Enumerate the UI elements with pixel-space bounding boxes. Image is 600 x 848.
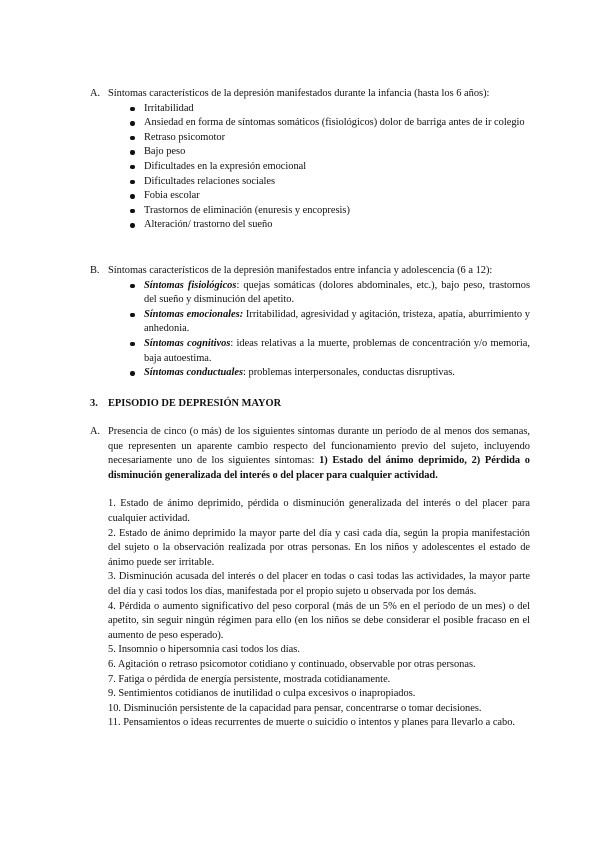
symptom-text: : quejas somáticas (dolores abdominales, etc.), bajo peso, trastornos del sueño y disminución del apetito. (144, 279, 530, 306)
symptom-term: Síntomas fisiológicos (144, 279, 237, 291)
section-a-title: Síntomas característicos de la depresión manifestados durante la infancia (hasta los 6 años): (108, 88, 490, 99)
section-b-title: Síntomas característicos de la depresión manifestados entre infancia y adolescencia (6 a 12): (108, 265, 493, 276)
list-item (126, 366, 530, 381)
list-item: Bajo peso (126, 145, 530, 160)
list-item (126, 337, 530, 366)
numbered-item: 6. Agitación o retraso psicomotor cotidiano y continuado, observable por otras personas. (108, 658, 476, 670)
numbered-item: 1. Estado de ánimo deprimido, pérdida o disminución generalizada del interés o del placer para cualquier actividad. (108, 498, 530, 524)
numbered-item: 3. Disminución acusada del interés o del placer en todas o casi todas las actividades, la mayor parte del día y casi todos los días, manifestada por el propio sujeto u observada por los demás. (108, 571, 530, 597)
section-b (90, 264, 530, 381)
bold-criterion-1: 1) Estado del ánimo deprimido (319, 455, 465, 467)
numbered-item: 4. Pérdida o aumento significativo del peso corporal (más de un 5% en el período de un mes) o del apetito, sin seguir ningún régimen para ello (en los niños se debe considerar el posible fracaso en el aumento de peso esperado). (108, 600, 530, 641)
heading-title: EPISODIO DE DEPRESIÓN MAYOR (108, 398, 282, 409)
numbered-item: 7. Fatiga o pérdida de energía persistente, mostrada cotidianamente. (108, 673, 391, 685)
symptom-term: Síntomas conductuales (144, 367, 244, 379)
section-b-label: B. (90, 265, 100, 276)
section-b-list (126, 279, 530, 381)
numbered-item: 10. Disminución persistente de la capacidad para pensar, concentrarse o tomar decisiones. (108, 702, 482, 714)
numbered-item: 5. Insomnio o hipersomnia casi todos los días. (108, 644, 300, 656)
symptom-text: Irritabilidad, agresividad y agitación, tristeza, apatía, aburrimiento y anhedonia. (144, 308, 530, 335)
section-heading (90, 397, 281, 412)
symptom-term: Síntomas emocionales: (144, 308, 244, 320)
bold-separator: , (464, 455, 472, 467)
section-a (90, 87, 530, 233)
numbered-item: 2. Estado de ánimo deprimido la mayor parte del día y casi cada día, según la propia manifestación del sujeto o la observación realizada por otras personas. En los niños y adolescentes el estado de ánimo puede ser irritable. (108, 527, 530, 568)
symptom-text: : problemas interpersonales, conductas disruptivas. (243, 367, 455, 379)
symptom-term: Síntomas cognitivos (144, 337, 231, 349)
section-a-list (126, 102, 530, 233)
list-item (126, 279, 530, 308)
list-item: Trastornos de eliminación (enuresis y encopresis) (126, 204, 530, 219)
list-item: Alteración/ trastorno del sueño (126, 218, 530, 233)
numbered-item: 9. Sentimientos cotidianos de inutilidad o culpa excesivos o inapropiados. (108, 688, 416, 700)
list-item (126, 308, 530, 337)
list-item: Dificultades en la expresión emocional (126, 160, 530, 175)
section-a-label: A. (90, 88, 101, 99)
list-item: Dificultades relaciones sociales (126, 175, 530, 190)
numbered-list (108, 497, 530, 731)
bold-criterion-2: 2) Pérdida o disminución generalizada del interés o del placer para cualquier actividad. (108, 455, 530, 481)
symptom-text: : ideas relativas a la muerte, problemas de concentración y/o memoria, baja autoestima. (144, 337, 530, 364)
section-criteria-label: A. (90, 426, 101, 437)
list-item: Ansiedad en forma de síntomas somáticos (fisiológicos) dolor de barriga antes de ir colegio (126, 116, 530, 131)
criteria-intro (108, 425, 530, 483)
intro-text: Presencia de cinco (o más) de los siguientes síntomas durante un período de al menos dos semanas, que representen un aparente cambio respecto del funcionamiento previo del sujeto, incluyendo necesariamente uno de los siguientes síntomas: (108, 426, 530, 467)
list-item: Irritabilidad (126, 102, 530, 117)
heading-number: 3. (90, 398, 98, 409)
section-criteria (90, 425, 530, 731)
list-item: Retraso psicomotor (126, 131, 530, 146)
numbered-item: 11. Pensamientos o ideas recurrentes de muerte o suicidio o intentos y planes para llevarlo a cabo. (108, 717, 516, 729)
list-item: Fobia escolar (126, 189, 530, 204)
